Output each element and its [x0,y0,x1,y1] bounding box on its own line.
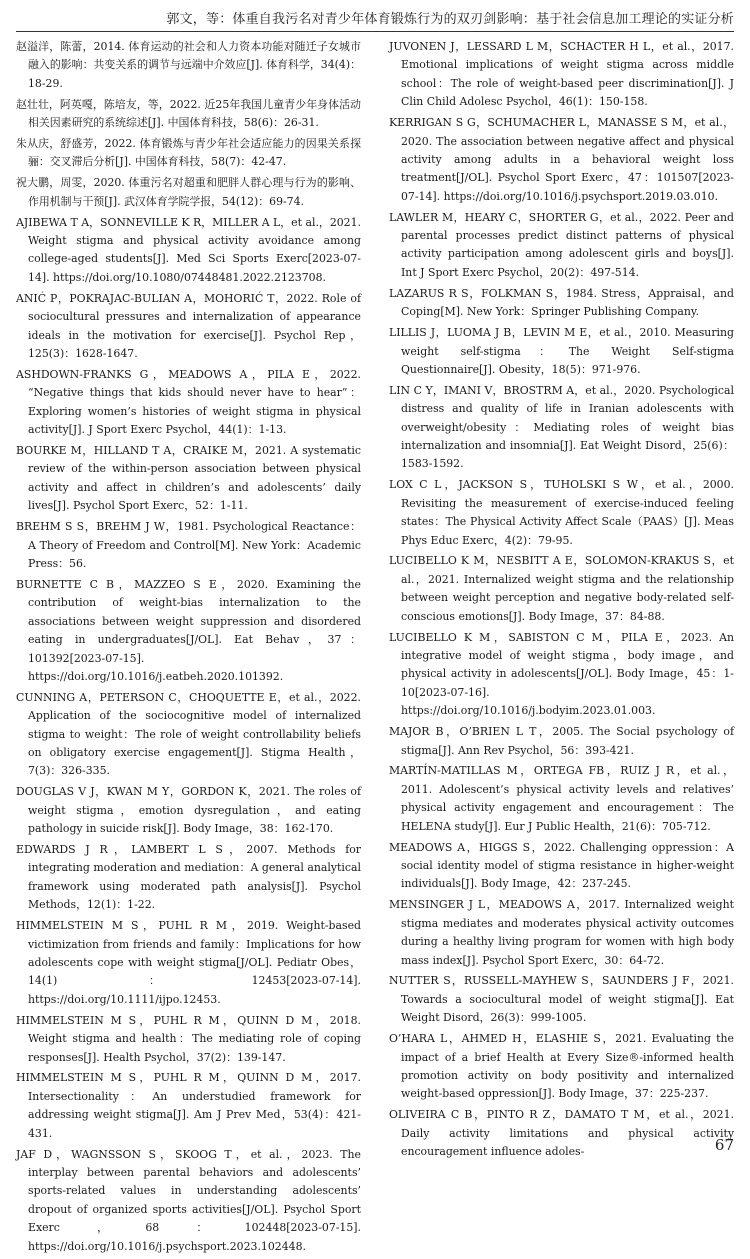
reference-entry: ANIĆ P，POKRAJAC-BULIAN A，MOHORIĆ T，2022. Role of sociocultural pressures and internalization of appearance ideals in the motivation for exercise[J]. Psychol Rep，125(3)：1628-1647. [16,291,361,360]
reference-entry: BREHM S S，BREHM J W，1981. Psychological Reactance：A Theory of Freedom and Control[M]. New York：Academic Press：56. [16,520,361,570]
reference-entry: BURNETTE C B，MAZZEO S E，2020. Examining the contribution of weight-bias internalization to the associations between weight suppression and disordered eating in undergraduates[J/OL]. Eat Behav，37：101392[2023-07-15]. https://doi.org/10.1016/j.eatbeh.2020.101392. [16,577,361,683]
reference-entry: LIN C Y，IMANI V，BROSTRM A，et al.，2020. Psychological distress and quality of life in Iranian adolescents with overweight/obesity：Mediating roles of weight bias internalization and insomnia[J]. Eat Weight Disord，25(6)：1583-1592. [389,383,734,471]
running-header: 郭文，等：体重自我污名对青少年体育锻炼行为的双刃剑影响：基于社会信息加工理论的实证分析 [166,12,734,27]
reference-entry: JAF D，WAGNSSON S，SKOOG T，et al.，2023. The interplay between parental behaviors and adolescents’ sports-related values in understanding adolescents’ dropout of organized sports activities[J/OL]. Psychol Sport Exerc，68：102448[2023-07-15]. https://doi.org/10.1016/j.psychsport.2023.102448. [16,1147,361,1253]
reference-entry: KERRIGAN S G，SCHUMACHER L，MANASSE S M，et al.，2020. The association between negative affect and physical activity among adults in a behavioral weight loss treatment[J/OL]. Psychol Sport Exerc，47：101507[2023-07-14]. https://doi.org/10.1016/j.psychsport.2019.03.010. [389,116,734,203]
reference-entry: LAZARUS R S，FOLKMAN S，1984. Stress，Appraisal，and Coping[M]. New York：Springer Publishing Company. [389,286,734,319]
reference-entry: LUCIBELLO K M，NESBITT A E，SOLOMON-KRAKUS S，et al.，2021. Internalized weight stigma and the relationship between weight perception and negative body-related self-conscious emotions[J]. Body Image，37：84-88. [389,554,734,623]
reference-entry: DOUGLAS V J，KWAN M Y，GORDON K，2021. The roles of weight stigma，emotion dysregulation，and eating pathology in suicide risk[J]. Body Image，38：162-170. [16,785,361,836]
reference-entry: MAJOR B，O’BRIEN L T，2005. The Social psychology of stigma[J]. Ann Rev Psychol，56：393-421. [389,725,734,757]
reference-entry: MARTÍN-MATILLAS M，ORTEGA FB，RUIZ J R，et al.，2011. Adolescent’s physical activity levels and relatives’ physical activity engagement and encouragement：The HELENA study[J]. Eur J Public Health，21(6)：705-712. [389,764,734,833]
reference-entry: 朱从庆，舒盛芳，2022. 体育锻炼与青少年社会适应能力的因果关系探骊：交叉滞后分析[J]. 中国体育科技，58(7)：42-47. [16,137,361,169]
reference-entry: CUNNING A，PETERSON C，CHOQUETTE E，et al.，2022. Application of the sociocognitive model of internalized stigma to weight：The role of weight controllability beliefs on obligatory exercise engagement[J]. Stigma Health，7(3)：326-335. [16,690,361,778]
reference-entry: HIMMELSTEIN M S，PUHL R M，2019. Weight-based victimization from friends and family：Implications for how adolescents cope with weight stigma[J/OL]. Pediatr Obes，14(1)：12453[2023-07-14]. https://doi.org/10.1111/ijpo.12453. [16,919,361,1006]
reference-entry: AJIBEWA T A，SONNEVILLE K R，MILLER A L，et al.，2021. Weight stigma and physical activity avoidance among college-aged students[J]. Med Sci Sports Exerc[2023-07-14]. https://doi.org/10.1080/07448481.2022.2123708. [16,215,361,284]
page-number: 67 [714,1136,734,1154]
reference-entry: LOX C L，JACKSON S，TUHOLSKI S W，et al.，2000. Revisiting the measurement of exercise-induced feeling states：The Physical Activity Affect Scale（PAAS）[J]. Meas Phys Educ Exerc，4(2)：79-95. [389,478,734,547]
reference-entry: LILLIS J，LUOMA J B，LEVIN M E，et al.，2010. Measuring weight self-stigma：The Weight Self-stigma Questionnaire[J]. Obesity，18(5)：971-976. [389,326,734,376]
reference-column-left [16,38,361,1259]
reference-entry: EDWARDS J R，LAMBERT L S，2007. Methods for integrating moderation and mediation：A general analytical framework using moderated path analysis[J]. Psychol Methods，12(1)：1-22. [16,843,361,912]
reference-column-right [389,38,734,1164]
reference-entry: MEADOWS A，HIGGS S，2022. Challenging oppression：A social identity model of stigma resistance in higher-weight individuals[J]. Body Image，42：237-245. [389,840,734,891]
reference-entry: 祝大鹏，周雯，2020. 体重污名对超重和肥胖人群心理与行为的影响、作用机制与干预[J]. 武汉体育学院学报，54(12)：69-74. [16,176,361,208]
header-rule [16,31,734,32]
reference-entry: MENSINGER J L，MEADOWS A，2017. Internalized weight stigma mediates and moderates physical activity outcomes during a healthy living program for women with high body mass index[J]. Psychol Sport Exerc，30：64-72. [389,898,734,967]
reference-entry: LUCIBELLO K M，SABISTON C M，PILA E，2023. An integrative model of weight stigma，body image，and physical activity in adolescents[J/OL]. Body Image，45：1-10[2023-07-16]. https://doi.org/10.1016/j.bodyim.2023.01.003. [389,630,734,718]
reference-entry: ASHDOWN-FRANKS G，MEADOWS A，PILA E，2022. “Negative things that kids should never have to hear”：Exploring women’s histories of weight stigma in physical activity[J]. J Sport Exerc Psychol，44(1)：1-13. [16,367,361,437]
reference-entry: O’HARA L，AHMED H，ELASHIE S，2021. Evaluating the impact of a brief Health at Every Size®-informed health promotion activity on body positivity and internalized weight-based oppression[J]. Body Image，37：225-237. [389,1032,734,1101]
reference-entry: BOURKE M，HILLAND T A，CRAIKE M，2021. A systematic review of the within-person association between physical activity and affect in children’s and adolescents’ daily lives[J]. Psychol Sport Exerc，52：1-11. [16,444,361,513]
reference-entry: LAWLER M，HEARY C，SHORTER G，et al.，2022. Peer and parental processes predict distinct patterns of physical activity participation among adolescent girls and boys[J]. Int J Sport Exerc Psychol，20(2)：497-514. [389,210,734,279]
reference-entry: OLIVEIRA C B，PINTO R Z，DAMATO T M，et al.，2021. Daily activity limitations and physical activity encouragement influence adoles- [389,1108,734,1159]
reference-entry: 赵壮壮，阿英嘎，陈培友，等，2022. 近25年我国儿童青少年身体活动相关因素研究的系统综述[J]. 中国体育科技，58(6)：26-31. [16,97,361,130]
reference-entry: HIMMELSTEIN M S，PUHL R M，QUINN D M，2018. Weight stigma and health：The mediating role of coping responses[J]. Health Psychol，37(2)：139-147. [16,1013,361,1064]
reference-entry: JUVONEN J，LESSARD L M，SCHACTER H L，et al.，2017. Emotional implications of weight stigma across middle school：The role of weight-based peer discrimination[J]. J Clin Child Adolesc Psychol，46(1)：150-158. [389,40,734,109]
reference-entry: 赵溢洋，陈蕾，2014. 体育运动的社会和人力资本功能对随迁子女城市融入的影响：共变关系的调节与远端中介效应[J]. 体育科学，34(4)：18-29. [16,40,361,90]
reference-entry: HIMMELSTEIN M S，PUHL R M，QUINN D M，2017. Intersectionality：An understudied framework for addressing weight stigma[J]. Am J Prev Med，53(4)：421-431. [16,1071,361,1140]
reference-entry: NUTTER S，RUSSELL-MAYHEW S，SAUNDERS J F，2021. Towards a sociocultural model of weight stigma[J]. Eat Weight Disord，26(3)：999-1005. [389,974,734,1025]
